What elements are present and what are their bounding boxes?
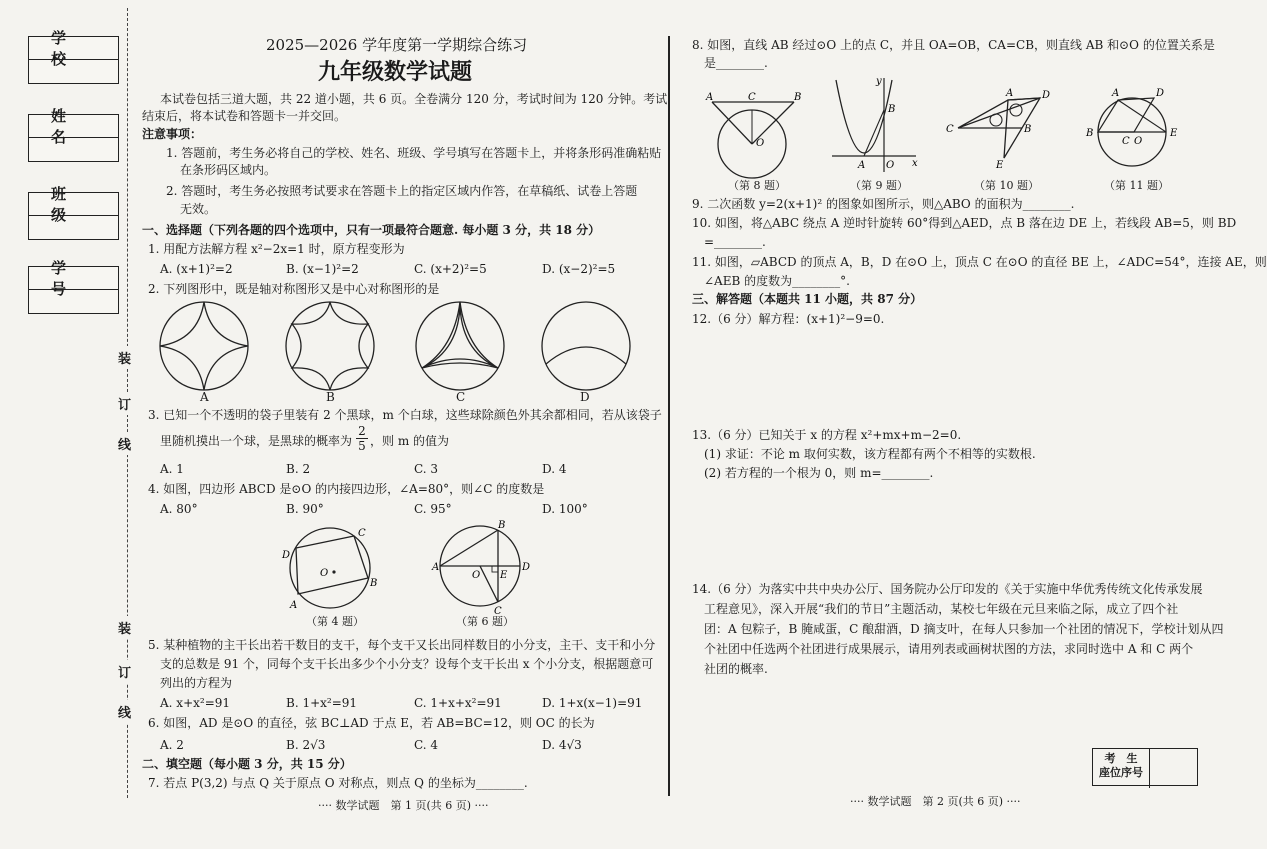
q3-fraction-num: 2 — [356, 424, 368, 439]
q3-stem-2: 里随机摸出一个球，是黑球的概率为 — [160, 434, 353, 448]
note-1: 1. 答题前，考生务必将自己的学校、姓名、班级、学号填写在答题卡上，并将条形码准确粘贴 — [166, 146, 662, 160]
name-label: 姓名 — [29, 115, 118, 138]
class-box — [28, 185, 119, 240]
fig8-label-a: A — [706, 92, 714, 103]
fig10-caption: （第 10 题） — [974, 179, 1039, 192]
q2-figure-a — [158, 300, 250, 392]
fig4-caption: （第 4 题） — [306, 615, 364, 628]
figure-q8 — [706, 88, 806, 188]
q4-option-c: C. 95° — [414, 502, 452, 516]
exam-title: 九年级数学试题 — [318, 60, 473, 85]
fig10-label-b: B — [1024, 124, 1032, 135]
q3-stem-3: ，则 m 的值为 — [370, 434, 450, 448]
intro-line-2: 结束后，将本试卷和答题卡一并交回。 — [142, 109, 347, 123]
q11-line-1: 11. 如图，▱ABCD 的顶点 A，B，D 在⊙O 上，顶点 C 在⊙O 的直径 BE 上，∠ADC=54°，连接 AE，则 — [692, 255, 1267, 269]
figure-q11 — [1082, 86, 1186, 172]
binding-char: 装 — [118, 346, 131, 369]
q6-stem: 6. 如图，AD 是⊙O 的直径，弦 BC⊥AD 于点 E，若 AB=BC=12，则 OC 的长为 — [148, 716, 595, 730]
fig11-label-d: D — [1156, 88, 1165, 99]
q13-line-2: (1) 求证：不论 m 取何实数，该方程都有两个不相等的实数根. — [704, 447, 1036, 461]
fig6-label-d: D — [522, 562, 531, 573]
q5-line-3: 列出的方程为 — [160, 676, 233, 690]
q2-label-d: D — [580, 390, 590, 404]
seat-label-2: 座位序号 — [1099, 766, 1143, 779]
q2-label-b: B — [326, 390, 335, 404]
q6-option-b: B. 2√3 — [286, 738, 326, 752]
q5-option-c: C. 1+x+x²=91 — [414, 696, 502, 710]
q5-option-a: A. x+x²=91 — [160, 696, 231, 710]
seat-number-box — [1092, 748, 1198, 786]
section-3-title: 三、解答题（本题共 11 小题，共 87 分） — [692, 292, 923, 306]
fig10-label-a: A — [1006, 88, 1014, 99]
figure-q10 — [944, 88, 1054, 172]
q2-label-a: A — [200, 390, 209, 404]
fig6-caption: （第 6 题） — [456, 615, 514, 628]
footer-page-1: ···· 数学试题 第 1 页(共 6 页) ···· — [318, 799, 489, 812]
fig6-label-c: C — [494, 606, 502, 617]
fig6-label-o: O — [472, 570, 481, 581]
student-id-box — [28, 259, 119, 314]
binding-char: 装 — [118, 616, 131, 639]
q5-line-1: 5. 某种植物的主干长出若干数目的支干，每个支干又长出同样数目的小分支，主干、支干和小分 — [148, 638, 656, 652]
fig9-label-o: O — [886, 160, 895, 171]
fig11-label-c: C — [1122, 136, 1130, 147]
fig9-label-y: y — [876, 76, 882, 87]
q5-option-b: B. 1+x²=91 — [286, 696, 358, 710]
q12-stem: 12.（6 分）解方程：(x+1)²−9=0. — [692, 312, 885, 326]
page-divider — [668, 36, 670, 796]
fig4-label-b: B — [370, 578, 378, 589]
q10-line-1: 10. 如图，将△ABC 绕点 A 逆时针旋转 60°得到△AED，点 B 落在边 DE 上，若线段 AB=5，则 BD — [692, 216, 1237, 230]
school-box — [28, 29, 119, 84]
binding-char: 订 — [118, 660, 131, 683]
q4-stem: 4. 如图，四边形 ABCD 是⊙O 的内接四边形，∠A=80°，则∠C 的度数是 — [148, 482, 545, 496]
q8-line-2: 是________. — [704, 56, 768, 70]
q2-figure-b — [284, 300, 376, 392]
q14-line-3: 团：A 包粽子，B 腌咸蛋，C 酿甜酒，D 摘支叶，在每人只参加一个社团的情况下，学校计划从四 — [704, 622, 1224, 636]
fig11-label-a: A — [1112, 88, 1120, 99]
fig10-label-d: D — [1042, 90, 1051, 101]
fig11-caption: （第 11 题） — [1104, 179, 1169, 192]
fig8-label-o: O — [756, 138, 765, 149]
q4-option-b: B. 90° — [286, 502, 324, 516]
fig8-label-b: B — [794, 92, 802, 103]
fig4-label-c: C — [358, 528, 366, 539]
class-label: 班级 — [29, 193, 118, 216]
fig11-label-b: B — [1086, 128, 1094, 139]
q14-line-4: 个社团中任选两个社团进行成果展示，请用列表或画树状图的方法，求同时选中 A 和 C 两个 — [704, 642, 1194, 656]
q13-line-3: (2) 若方程的一个根为 0，则 m=________. — [704, 466, 934, 480]
q4-option-a: A. 80° — [160, 502, 198, 516]
figure-q4 — [282, 526, 382, 612]
fig9-label-x: x — [912, 158, 918, 169]
q2-figure-c — [414, 300, 506, 392]
q2-figure-d — [540, 300, 632, 392]
fig4-label-o: O — [320, 568, 329, 579]
fig9-label-a: A — [858, 160, 866, 171]
fig9-label-b: B — [888, 104, 896, 115]
fig10-label-e: E — [996, 160, 1004, 171]
fig4-label-d: D — [282, 550, 291, 561]
q13-line-1: 13.（6 分）已知关于 x 的方程 x²+mx+m−2=0. — [692, 428, 962, 442]
q5-option-d: D. 1+x(x−1)=91 — [542, 696, 643, 710]
q1-stem: 1. 用配方法解方程 x²−2x=1 时，原方程变形为 — [148, 242, 405, 256]
q14-line-1: 14.（6 分）为落实中共中央办公厅、国务院办公厅印发的《关于实施中华优秀传统文化传承发展 — [692, 582, 1203, 596]
q6-option-c: C. 4 — [414, 738, 439, 752]
q1-option-b: B. (x−1)²=2 — [286, 262, 359, 276]
fig11-label-e: E — [1170, 128, 1178, 139]
binding-char: 订 — [118, 392, 131, 415]
q3-option-a: A. 1 — [160, 462, 184, 476]
q9-stem: 9. 二次函数 y=2(x+1)² 的图象如图所示，则△ABO 的面积为________. — [692, 197, 1075, 211]
fig6-label-b: B — [498, 520, 506, 531]
fig6-label-a: A — [432, 562, 440, 573]
section-1-title: 一、选择题（下列各题的四个选项中，只有一项最符合题意. 每小题 3 分，共 18 分） — [142, 223, 601, 237]
q1-option-a: A. (x+1)²=2 — [160, 262, 233, 276]
note-1-cont: 在条形码区域内。 — [180, 163, 277, 177]
fig8-caption: （第 8 题） — [728, 179, 786, 192]
fig10-label-c: C — [946, 124, 954, 135]
student-id-label: 学号 — [29, 267, 118, 290]
q3-option-d: D. 4 — [542, 462, 567, 476]
q3-fraction-den: 5 — [358, 439, 366, 453]
intro-line-1: 本试卷包括三道大题，共 22 道小题，共 6 页。全卷满分 120 分，考试时间为 120 分钟。考试 — [160, 92, 668, 106]
fig4-label-a: A — [290, 600, 298, 611]
fig6-label-e: E — [500, 570, 508, 581]
notes-title: 注意事项： — [142, 127, 203, 141]
q11-line-2: ∠AEB 的度数为________°. — [704, 274, 850, 288]
q4-option-d: D. 100° — [542, 502, 588, 516]
seat-label-1: 考 生 — [1104, 752, 1138, 765]
q10-line-2: =________. — [704, 235, 766, 249]
school-label: 学校 — [29, 37, 118, 60]
footer-page-2: ···· 数学试题 第 2 页(共 6 页) ···· — [850, 795, 1021, 808]
section-2-title: 二、填空题（每小题 3 分，共 15 分） — [142, 757, 352, 771]
q3-option-c: C. 3 — [414, 462, 439, 476]
q3-fraction — [356, 424, 368, 453]
q8-line-1: 8. 如图，直线 AB 经过⊙O 上的点 C，并且 OA=OB，CA=CB，则直线 AB 和⊙O 的位置关系是 — [692, 38, 1215, 52]
fig8-label-c: C — [748, 92, 756, 103]
q1-option-d: D. (x−2)²=5 — [542, 262, 616, 276]
q1-option-c: C. (x+2)²=5 — [414, 262, 487, 276]
q5-line-2: 支的总数是 91 个，同每个支干长出多少个小分支？设每个支干长出 x 个小分支，根据题意可 — [160, 657, 654, 671]
q6-option-a: A. 2 — [160, 738, 184, 752]
q7-stem: 7. 若点 P(3,2) 与点 Q 关于原点 O 对称点，则点 Q 的坐标为________. — [148, 776, 528, 790]
fig11-label-o: O — [1134, 136, 1143, 147]
q3-stem-1: 3. 已知一个不透明的袋子里装有 2 个黑球，m 个白球，这些球除颜色外其余都相同，若从该袋子 — [148, 408, 662, 422]
q2-label-c: C — [456, 390, 466, 404]
binding-char: 线 — [118, 700, 131, 723]
q14-line-5: 社团的概率. — [704, 662, 768, 676]
binding-char: 线 — [118, 432, 131, 455]
exam-year-title: 2025—2026 学年度第一学期综合练习 — [266, 36, 528, 54]
q3-option-b: B. 2 — [286, 462, 311, 476]
fig9-caption: （第 9 题） — [850, 179, 908, 192]
note-2-cont: 无效。 — [180, 202, 217, 216]
name-box — [28, 107, 119, 162]
q6-option-d: D. 4√3 — [542, 738, 582, 752]
q14-line-2: 工程意见》，深入开展“我们的节日”主题活动，某校七年级在元旦来临之际，成立了四个社 — [704, 602, 1179, 616]
q2-stem: 2. 下列图形中，既是轴对称图形又是中心对称图形的是 — [148, 282, 440, 296]
note-2: 2. 答题时，考生务必按照考试要求在答题卡上的指定区域内作答，在草稿纸、试卷上答题 — [166, 184, 638, 198]
figure-q6 — [432, 520, 532, 617]
seat-label — [1093, 749, 1150, 788]
figure-q9 — [826, 76, 922, 172]
